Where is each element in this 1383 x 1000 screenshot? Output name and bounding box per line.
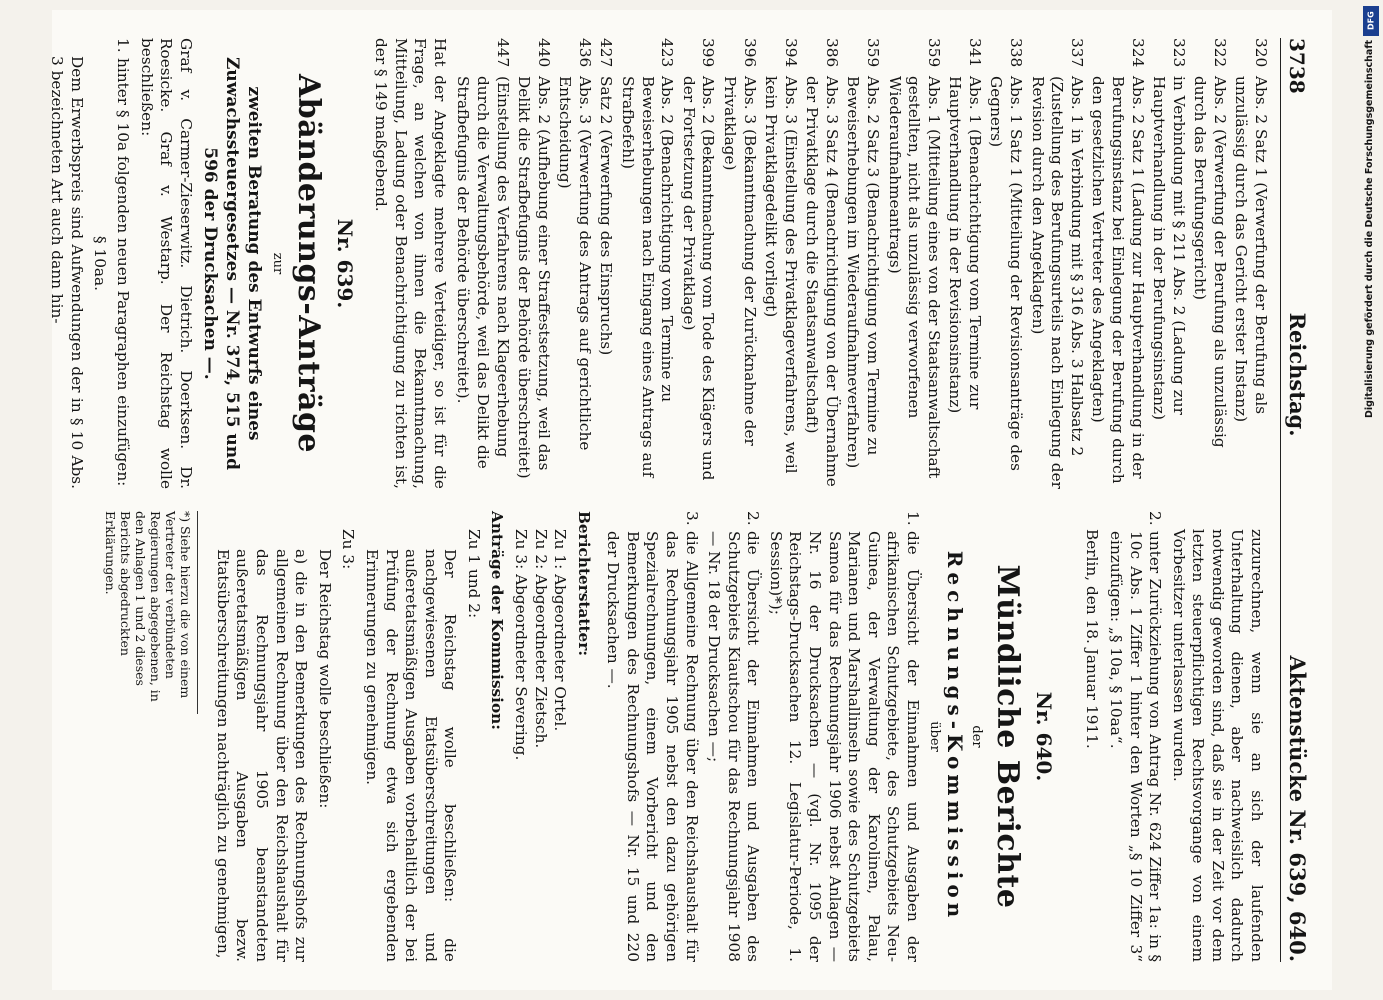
item-text: die Allgemeine Rechnung über den Reichshaushalt für das Rechnungsjahr 1905 nebst den dazu gehörigen Spezialrechnungen, einem Vorbericht und den Bemerkungen des Rechnungshofs — Nr. 15 und 220 der Drucksachen —. <box>603 531 701 962</box>
doc639-subject: zweiten Beratung des Entwurfs eines Zuwachssteuergesetzes — Nr. 374, 515 und 596 der Drucksachen —. <box>199 57 264 470</box>
paragraph-number: 323 <box>1169 38 1188 68</box>
doc639-title: Abänderungs-Anträge <box>290 73 326 454</box>
paragraph-list <box>452 38 1269 489</box>
paragraph-heading: § 10aa. <box>90 235 109 292</box>
paragraph-row <box>1027 38 1086 489</box>
paragraph-description: Abs. 3 (Einstellung des Privatklageverfahrens, weil kein Privatklagedelikt vorliegt) <box>761 76 800 474</box>
reporter-line: Zu 2: Abgeordneter Zietsch. <box>531 529 550 749</box>
paragraph-row <box>1189 38 1228 489</box>
right-column <box>100 511 1270 962</box>
paragraph-number: 399 <box>698 38 717 68</box>
page-number: 3738 <box>1284 38 1309 94</box>
doc640-number: Nr. 640. <box>1031 691 1056 782</box>
continuation-text: zuzurechnen, wenn sie an sich der laufenden Unterhaltung dienen, aber nachweislich dadurch notwendig geworden sind, daß sie in der Zeit vor dem letzten steuerpflichtigen Rechtsvorgange von einem Vorbesitzer unterlassen wurden. <box>1169 529 1266 962</box>
paragraph-row <box>801 38 840 489</box>
doc639-item-1-text: hinter § 10a folgenden neuen Paragraphen einzufügen: <box>113 58 132 487</box>
closing-paragraph: Hat der Angeklagte mehrere Verteidiger, so ist für die Frage, an welchen von ihnen die Bekanntmachung, Mitteilung, Ladung oder Benachrichtigung zu richten ist, der § 149 maßgebend. <box>371 38 449 489</box>
doc640-items <box>602 511 921 962</box>
motion-label-3: Zu 3: <box>338 529 357 570</box>
footnote: *) Siehe hierzu die von einem Vertreter der verbündeten Regierungen abgegebenen, in den Anlagen 1 und 2 dieses Berichts abgedruckten Erklärungen. <box>103 511 198 714</box>
paragraph-description: in Verbindung mit § 211 Abs. 2 (Ladung zur Hauptverhandlung in der Berufungsinstanz) <box>1149 76 1188 420</box>
motions-heading: Anträge der Kommission: <box>487 511 506 730</box>
paragraph-row <box>617 38 676 489</box>
paragraph-number: 338 <box>1006 38 1025 68</box>
paragraph-description: Abs. 2 (Benachrichtigung vom Termine zu Beweiserhebungen nach Eingang eines Antrags auf Strafbefehl) <box>618 76 676 478</box>
doc640-item <box>703 511 762 962</box>
paragraph-row <box>719 38 758 489</box>
dfg-sidebar <box>1363 6 1379 996</box>
doc640-item <box>765 511 922 962</box>
item-text: die Übersicht der Einnahmen und Ausgaben der afrikanischen Schutzgebiete, des Schutzgebiets Neu-Guinea, der Verwaltung der Karolinen, Palau, Marianen und Marshallinseln sowie des Schutzgebiets Samoa für das Rechnungsjahr 1906 nebst Anlagen — Nr. 16 der Drucksachen — (vgl. Nr. 1095 der Reichstags-Drucksachen 12. Legislatur-Periode, 1. Session)*); <box>766 531 922 962</box>
paragraph-number: 423 <box>657 38 676 68</box>
paragraph-description: Satz 2 (Verwerfung des Einspruchs) <box>597 76 615 356</box>
reporters-heading: Berichterstatter: <box>574 511 593 656</box>
paragraph-row <box>554 38 593 489</box>
paragraph-number: 440 <box>534 38 553 68</box>
paragraph-description: Abs. 3 (Verwerfung des Antrags auf gerichtliche Entscheidung) <box>555 76 594 451</box>
paragraph-description: (Einstellung des Verfahrens nach Klageerhebung durch die Verwaltungsbehörde, weil das Delikt die Strafbefugnis der Behörde überschreitet). <box>453 76 512 469</box>
paragraph-description: Abs. 3 Satz 4 (Benachrichtigung von der Übernahme der Privatklage durch die Staatsanwaltschaft) <box>802 76 841 487</box>
paragraph-number: 359 <box>863 38 882 68</box>
paragraph-number: 427 <box>597 38 615 68</box>
item-text: die Übersicht der Einnahmen und Ausgaben des Schutzgebiets Kiautschou für das Rechnungsjahr 1908 — Nr. 18 der Drucksachen —; <box>704 531 762 962</box>
paragraph-number: 324 <box>1128 38 1147 68</box>
paragraph-description: Abs. 1 in Verbindung mit § 316 Abs. 3 Halbsatz 2 (Zustellung des Berufungsurteils nach Einlegung der Revision durch den Angeklagten) <box>1028 76 1086 489</box>
item-number: 1. <box>903 511 922 526</box>
paragraph-description: Abs. 2 (Bekanntmachung vom Tode des Klägers und der Fortsetzung der Privatklage) <box>679 76 717 481</box>
dfg-credit-text: Digitalisierung gefördert durch die Deutsche Forschungsgemeinschaft <box>1364 40 1375 418</box>
paragraph-text: Dem Erwerbspreis sind Aufwendungen der in § 10 Abs. 3 bezeichneten Art auch dann hin- <box>47 56 86 489</box>
paragraph-number: 359 <box>924 38 943 68</box>
paragraph-number: 322 <box>1210 38 1229 68</box>
left-column <box>47 38 1270 489</box>
paragraph-number: 337 <box>1067 38 1086 68</box>
reporter-line: Zu 3: Abgeordneter Severing. <box>511 529 530 761</box>
document-page <box>47 10 1332 990</box>
paragraph-number: 394 <box>781 38 800 68</box>
motion-label-1-2: Zu 1 und 2: <box>464 529 483 619</box>
paragraph-description: Abs. 2 Satz 3 (Benachrichtigung vom Termine zu Beweiserhebungen im Wiederaufnahmeverfahren) <box>843 76 882 469</box>
paragraph-row <box>595 38 615 489</box>
paragraph-description: Abs. 2 Satz 1 (Ladung zur Hauptverhandlung in der Berufungsinstanz bei Einlegung der Berufung durch den gesetzlichen Vertreter des Angeklagten) <box>1088 76 1147 484</box>
header-left: Reichstag. <box>1284 312 1310 437</box>
paragraph-row <box>1148 38 1187 489</box>
paragraph-row <box>1230 38 1269 489</box>
paragraph-description: Abs. 1 (Mitteilung eines von der Staatsanwaltschaft gestellten, nicht als unzulässig verworfenen Wiederaufnahmeantrags) <box>885 76 943 479</box>
paragraph-description: Abs. 2 Satz 1 (Verwerfung der Berufung als unzulässig durch das Gericht erster Instanz) <box>1231 76 1270 423</box>
doc639-item-1: 1. hinter § 10a folgenden neuen Paragraphen einzufügen: <box>112 38 132 489</box>
doc640-item <box>602 511 700 962</box>
doc640-title: Mündliche Berichte <box>989 564 1025 909</box>
paragraph-row <box>760 38 799 489</box>
paragraph-number: 341 <box>965 38 984 68</box>
paragraph-description: Abs. 1 Satz 1 (Mitteilung der Revisionsanträge des Gegners) <box>986 76 1025 472</box>
paragraph-number: 447 <box>493 38 512 68</box>
item-number: 3. <box>682 511 701 526</box>
reporters-list <box>510 511 569 962</box>
motion-text-3a: a) die in den Bemerkungen des Rechnungshofs zur allgemeinen Rechnung über den Reichshaushalt für das Rechnungsjahr 1905 beanstandeten außeretatsmäßigen Ausgaben bezw. Etatsüberschreitungen nachträglich zu genehmigen, <box>213 549 310 962</box>
header-right: Aktenstücke Nr. 639, 640. <box>1284 655 1310 962</box>
paragraph-description: Abs. 2 (Verwerfung der Berufung als unzulässig durch das Berufungsgericht) <box>1190 76 1229 448</box>
paragraph-description: Abs. 3 (Bekanntmachung der Zurücknahme der Privatklage) <box>720 76 759 446</box>
doc640-der: der <box>968 725 984 748</box>
item-number: 2. <box>743 511 762 526</box>
paragraph-row <box>513 38 552 489</box>
doc639-signers: Graf v. Carmer-Zieserwitz. Dietrich. Doerksen. Dr. Roesicke. Graf v. Westarp. Der Reichstag wolle beschließen: <box>137 38 195 489</box>
paragraph-row <box>678 38 717 489</box>
paragraph-row <box>985 38 1024 489</box>
doc639-number: Nr. 639. <box>332 218 357 309</box>
paragraph-row <box>842 38 881 489</box>
paragraph-row <box>944 38 983 489</box>
doc639-item-2: 2. unter Zurückziehung von Antrag Nr. 624 Ziffer 1a: in § 10c Abs. 1 Ziffer 1 hinter den Worten „§ 10 Ziffer 3“ einzufügen: „§ 10a, § 10aa“. <box>1106 511 1164 962</box>
motion-text-1-2: Der Reichstag wolle beschließen: die nachgewiesenen Etatsüberschreitungen und außeretatsmäßigen Ausgaben vorbehaltlich der bei Prüfung der Rechnung etwa sich ergebenden Erinnerungen zu genehmigen. <box>362 549 459 962</box>
doc639-item-2-text: unter Zurückziehung von Antrag Nr. 624 Ziffer 1a: in § 10c Abs. 1 Ziffer 1 hinter den Worten „§ 10 Ziffer 3“ einzufügen: „§ 10a, § 10aa“. <box>1106 531 1164 962</box>
paragraph-row <box>884 38 943 489</box>
paragraph-number: 436 <box>575 38 594 68</box>
doc640-ueber: über <box>926 721 942 752</box>
paragraph-row <box>1087 38 1146 489</box>
doc640-commission: Rechnungs-Kommission <box>942 550 967 923</box>
date-line: Berlin, den 18. Januar 1911. <box>1082 529 1101 749</box>
reporter-line: Zu 1: Abgeordneter Ortel. <box>550 529 569 732</box>
paragraph-description: Abs. 1 (Benachrichtigung vom Termine zur Hauptverhandlung in der Revisionsinstanz) <box>945 76 984 414</box>
page-header <box>1280 38 1310 962</box>
paragraph-number: 386 <box>822 38 841 68</box>
paragraph-row <box>452 38 511 489</box>
dfg-logo: DFG <box>1363 6 1379 36</box>
paragraph-description: Abs. 2 (Aufhebung einer Straffestsetzung, weil das Delikt die Strafbefugnis der Behörde überschreitet) <box>514 76 553 479</box>
doc639-zur: zur <box>269 252 285 275</box>
paragraph-number: 320 <box>1251 38 1270 68</box>
motion-text-3: Der Reichstag wolle beschließen: <box>315 549 334 809</box>
paragraph-number: 396 <box>740 38 759 68</box>
